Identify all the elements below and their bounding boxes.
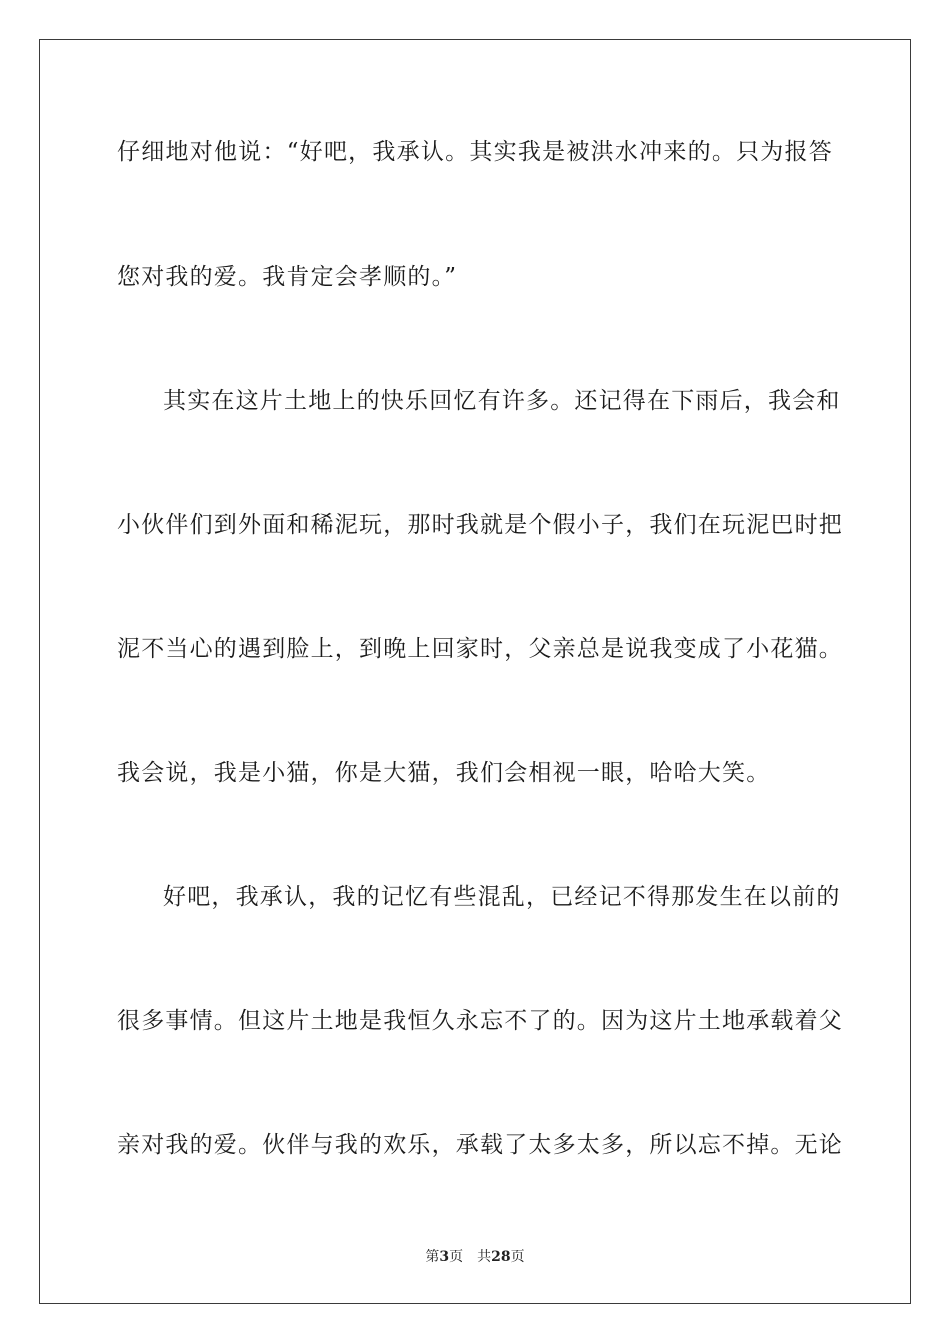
total-pages: 28 [491, 1249, 511, 1265]
total-prefix: 共 [477, 1249, 492, 1265]
page-footer [0, 1248, 950, 1266]
text-line: 我会说，我是小猫，你是大猫，我们会相视一眼，哈哈大笑。 [117, 760, 771, 786]
text-line: 您对我的爱。我肯定会孝顺的。” [117, 264, 458, 290]
text-line: 小伙伴们到外面和稀泥玩，那时我就是个假小子，我们在玩泥巴时把 [117, 512, 843, 538]
paragraph-start-line: 其实在这片土地上的快乐回忆有许多。还记得在下雨后，我会和 [163, 388, 841, 414]
page-suffix: 页 [449, 1249, 464, 1265]
page-border [39, 39, 911, 1304]
page-number: 3 [439, 1249, 450, 1265]
text-line: 很多事情。但这片土地是我恒久永忘不了的。因为这片土地承载着父 [117, 1008, 843, 1034]
text-line: 仔细地对他说：“好吧，我承认。其实我是被洪水冲来的。只为报答 [117, 139, 833, 165]
text-line: 亲对我的爱。伙伴与我的欢乐，承载了太多太多，所以忘不掉。无论 [117, 1132, 843, 1158]
text-line: 泥不当心的遇到脸上，到晚上回家时，父亲总是说我变成了小花猫。 [117, 636, 843, 662]
total-suffix: 页 [510, 1249, 525, 1265]
paragraph-start-line: 好吧，我承认，我的记忆有些混乱，已经记不得那发生在以前的 [163, 884, 841, 910]
page-prefix: 第 [425, 1249, 440, 1265]
